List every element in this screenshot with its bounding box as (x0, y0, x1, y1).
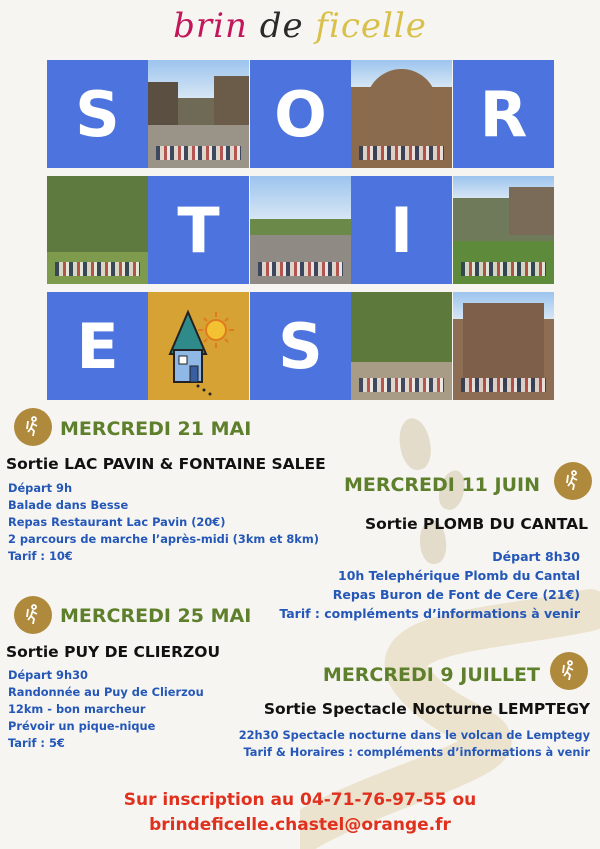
logo-word-ficelle: ficelle (315, 6, 427, 46)
detail-line: Tarif : compléments d’informations à venir (279, 606, 580, 621)
tile-letter-t: T (148, 176, 249, 284)
hiker-icon (14, 408, 52, 446)
photo-road-hike (250, 176, 351, 284)
detail-line: Départ 9h (8, 481, 73, 495)
logo-word-brin: brin (173, 6, 248, 46)
contact-phone-line: Sur inscription au 04-71-76-97-55 ou (123, 790, 477, 810)
detail-line: Tarif : 10€ (8, 549, 73, 563)
event-details-lemptegy (230, 727, 590, 761)
photo-church-facade (351, 60, 452, 168)
hiker-icon (14, 596, 52, 634)
detail-line: Balade dans Besse (8, 498, 129, 512)
detail-line: 2 parcours de marche l’après-midi (3km et 8km) (8, 532, 319, 546)
tile-letter-i: I (351, 176, 452, 284)
photo-village-street (148, 60, 249, 168)
photo-forest-walk (47, 176, 148, 284)
tile-letter-r: R (453, 60, 554, 168)
event-date-25-mai: MERCREDI 25 MAI (60, 605, 252, 627)
event-details-puy-de-clierzou (8, 667, 204, 752)
detail-line: Départ 9h30 (8, 668, 88, 682)
event-title-lac-pavin: Sortie LAC PAVIN & FONTAINE SALEE (6, 455, 326, 473)
tile-letter-s-second: S (250, 292, 351, 400)
photo-basilica (453, 292, 554, 400)
event-details-plomb-du-cantal (250, 547, 580, 623)
detail-line: Repas Restaurant Lac Pavin (20€) (8, 515, 226, 529)
sorties-mosaic (47, 60, 554, 400)
tile-letter-o: O (250, 60, 351, 168)
photo-picnic-group (351, 292, 452, 400)
event-title-plomb-du-cantal: Sortie PLOMB DU CANTAL (364, 515, 588, 533)
event-title-puy-de-clierzou: Sortie PUY DE CLIERZOU (6, 643, 221, 661)
tile-letter-e: E (47, 292, 148, 400)
house-sun-icon (148, 292, 249, 400)
detail-line: Tarif & Horaires : compléments d’informations à venir (243, 745, 590, 759)
detail-line: 12km - bon marcheur (8, 702, 146, 716)
brand-logo (0, 6, 600, 46)
detail-line: Prévoir un pique-nique (8, 719, 156, 733)
event-date-11-juin: MERCREDI 11 JUIN (343, 474, 540, 496)
detail-line: Tarif : 5€ (8, 736, 65, 750)
house-illustration (148, 292, 249, 400)
trail-decoration (300, 400, 600, 849)
hiker-icon (550, 652, 588, 690)
event-date-9-juillet: MERCREDI 9 JUILLET (322, 664, 540, 686)
detail-line: Départ 8h30 (492, 549, 580, 564)
detail-line: Repas Buron de Font de Cere (21€) (332, 587, 580, 602)
logo-word-de: de (259, 6, 304, 46)
photo-group-town (453, 176, 554, 284)
event-date-21-mai: MERCREDI 21 MAI (60, 418, 252, 440)
contact-email[interactable]: brindeficelle.chastel@orange.fr (149, 815, 451, 835)
tile-letter-s: S (47, 60, 148, 168)
hiker-icon (554, 462, 592, 500)
detail-line: Randonnée au Puy de Clierzou (8, 685, 204, 699)
detail-line: 10h Telephérique Plomb du Cantal (338, 568, 580, 583)
event-title-lemptegy: Sortie Spectacle Nocturne LEMPTEGY (263, 700, 590, 718)
detail-line: 22h30 Spectacle nocturne dans le volcan de Lemptegy (238, 728, 590, 742)
